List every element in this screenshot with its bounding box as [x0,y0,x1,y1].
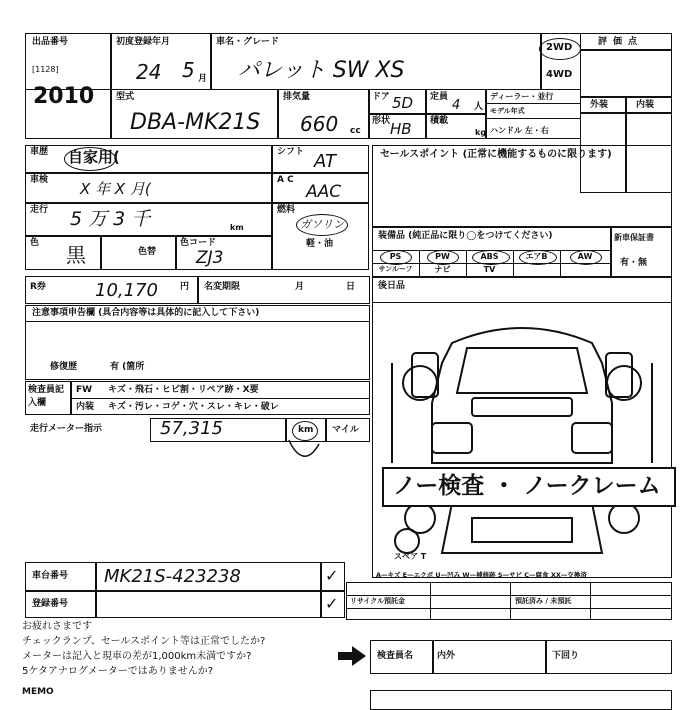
door-label: ドア [372,92,390,102]
first-reg-label: 初度登録年月 [116,37,171,47]
category-label: 車歴 [30,147,49,157]
chassis-value: MK21S-423238 [104,566,241,587]
lot-number: 2010 [33,84,95,109]
interior-label: 内装 [636,100,655,110]
message-4: 5ケタアナログメーターではありませんか? [22,666,214,677]
shift-value: AT [314,151,336,172]
first-reg-month-char: 月 [198,74,208,84]
mileage-label: 走行 [30,205,49,215]
score-label: 評価点 [598,37,644,47]
fuel-option: 軽・油 [306,239,334,249]
inside-outside-label: 内外 [437,651,456,661]
no-inspect-stamp: ノー検査 ・ ノークレーム [393,473,661,499]
inspector-name-label: 検査員名 [377,651,414,661]
dealer-label: ディーラー・並行 [490,92,554,101]
after-box [372,277,672,303]
ac-label: A C [277,175,294,185]
capacity-unit: 人 [474,102,484,112]
equip-abs: ABS [480,252,499,261]
name-change-month: 月 [295,282,305,292]
after-label: 後日品 [378,281,406,291]
warranty-value: 有・無 [620,258,648,268]
equipment-label: 装備品 (純正品に限り◯をつけてください) [378,231,553,241]
equip-airbag: エアB [525,252,548,261]
displacement-value: 660 [300,112,339,136]
under-label: 下回り [552,651,580,661]
equip-circle-abs [472,250,510,265]
recycle-label: R券 [30,282,46,292]
door-value: 5D [392,94,414,112]
meter-label: 走行メーター指示 [30,424,103,434]
exterior-label: 外装 [590,100,609,110]
color-code-value: ZJ3 [196,248,224,268]
car-name: パレット SW XS [238,58,405,83]
cc-unit: cc [350,126,361,136]
selling-point-label: セールスポイント (正常に機能するものに限ります) [380,149,612,160]
inspect-row1-head: FW [76,385,93,395]
repair-value: 有 (箇所 [110,362,145,372]
recycle-value: 10,170 [95,280,158,301]
meter-value: 57,315 [160,418,223,439]
name-change-label: 名変期限 [204,282,241,292]
message-2: チェックランプ、セールスポイント等は正常でしたか? [22,636,266,647]
capacity-value: 4 [452,98,461,113]
fuel-circle [296,214,348,236]
color-value: 黒 [66,243,86,267]
chassis-label: 車台番号 [32,571,69,581]
message-1: お疲れさまです [22,621,92,632]
recycle-row1: リサイクル預託金 [350,597,406,605]
inspect-row2-head: 内装 [76,402,95,412]
new-car-warranty-label: 新車保証書 [614,233,654,242]
equip-sunroof: サンルーフ [378,265,413,273]
repair-label: 修復歴 [50,362,78,372]
mileage-km: km [230,223,244,232]
model-year-label: モデル年式 [490,107,525,115]
displacement-label: 排気量 [283,92,311,102]
reg-label: 登録番号 [32,599,69,609]
first-reg-month: 5 [182,58,195,82]
arrow-icon [338,646,366,666]
equip-circle-aw [570,250,602,265]
model-value: DBA-MK21S [130,110,261,135]
equip-tv: TV [483,265,496,274]
memo-label: MEMO [22,687,54,697]
color-code-title: 色コード [180,238,217,248]
lot-label: 出品番号 [32,37,69,47]
fuel-value: ガソリン [300,218,344,231]
equip-circle-airbag [519,250,557,265]
bottom-partial-box [370,690,672,710]
car-diagram [372,303,672,578]
drive-2wd: 2WD [546,42,573,53]
inspection-label: 車検 [30,175,49,185]
color-label: 色 [30,238,40,248]
inspect-row2-text: キズ・汚レ・コゲ・穴・スレ・キレ・破レ [108,402,279,412]
chassis-check: ✓ [325,566,339,585]
equip-navi: ナビ [434,265,451,274]
name-grade-label: 車名・グレード [216,37,280,47]
meter-km: km [298,425,314,435]
capacity-label: 定員 [430,92,449,102]
spare-label: スペア T [394,552,427,561]
yen-unit: 円 [180,282,190,292]
inspector-name-box [370,640,672,674]
drive-4wd: 4WD [546,69,573,80]
inspection-value: X 年 X 月( [80,180,151,198]
message-3: メーターは記入と現車の差が1,000km未満ですか? [22,651,252,662]
model-label: 型式 [116,92,135,102]
category-value: 自家用( [68,148,120,166]
reg-check: ✓ [325,594,339,613]
first-reg-year: 24 [136,60,162,84]
kg-unit: kg [475,128,487,137]
equip-circle-pw [427,250,459,265]
meter-check-stroke [285,436,325,460]
mileage-value: 5 万 3 千 [70,208,151,230]
legend-text: A—キズ E—エクボ U—凹み W—補修跡 S—サビ C—腐食 XX—交換済 [376,571,587,579]
load-label: 積載 [430,116,449,126]
equip-pw: PW [435,252,450,261]
meter-mile: マイル [332,425,359,435]
notes-label: 注意事項申告欄 (具合内容等は具体的に記入して下さい) [32,308,260,318]
lot-sub: [1128] [32,65,59,74]
recycle-row2: 預託済み / 未預託 [515,597,572,605]
inspect-row1-text: キズ・飛石・ヒビ割・リペア跡・X要 [108,385,259,395]
equip-circle-ps [380,250,412,265]
ac-value: AAC [306,182,342,202]
shape-value: HB [390,120,412,138]
shift-label: シフト [277,147,305,157]
fuel-label: 燃料 [277,205,296,215]
equip-aw: AW [577,252,593,261]
color-change-label: 色替 [138,247,157,257]
shape-label: 形状 [372,116,391,126]
name-change-day: 日 [346,282,356,292]
category-circle [64,147,116,171]
inspector-label: 検査員記入欄 [28,385,65,408]
handle-label: ハンドル 左・右 [490,126,549,135]
equip-ps: PS [389,252,402,261]
